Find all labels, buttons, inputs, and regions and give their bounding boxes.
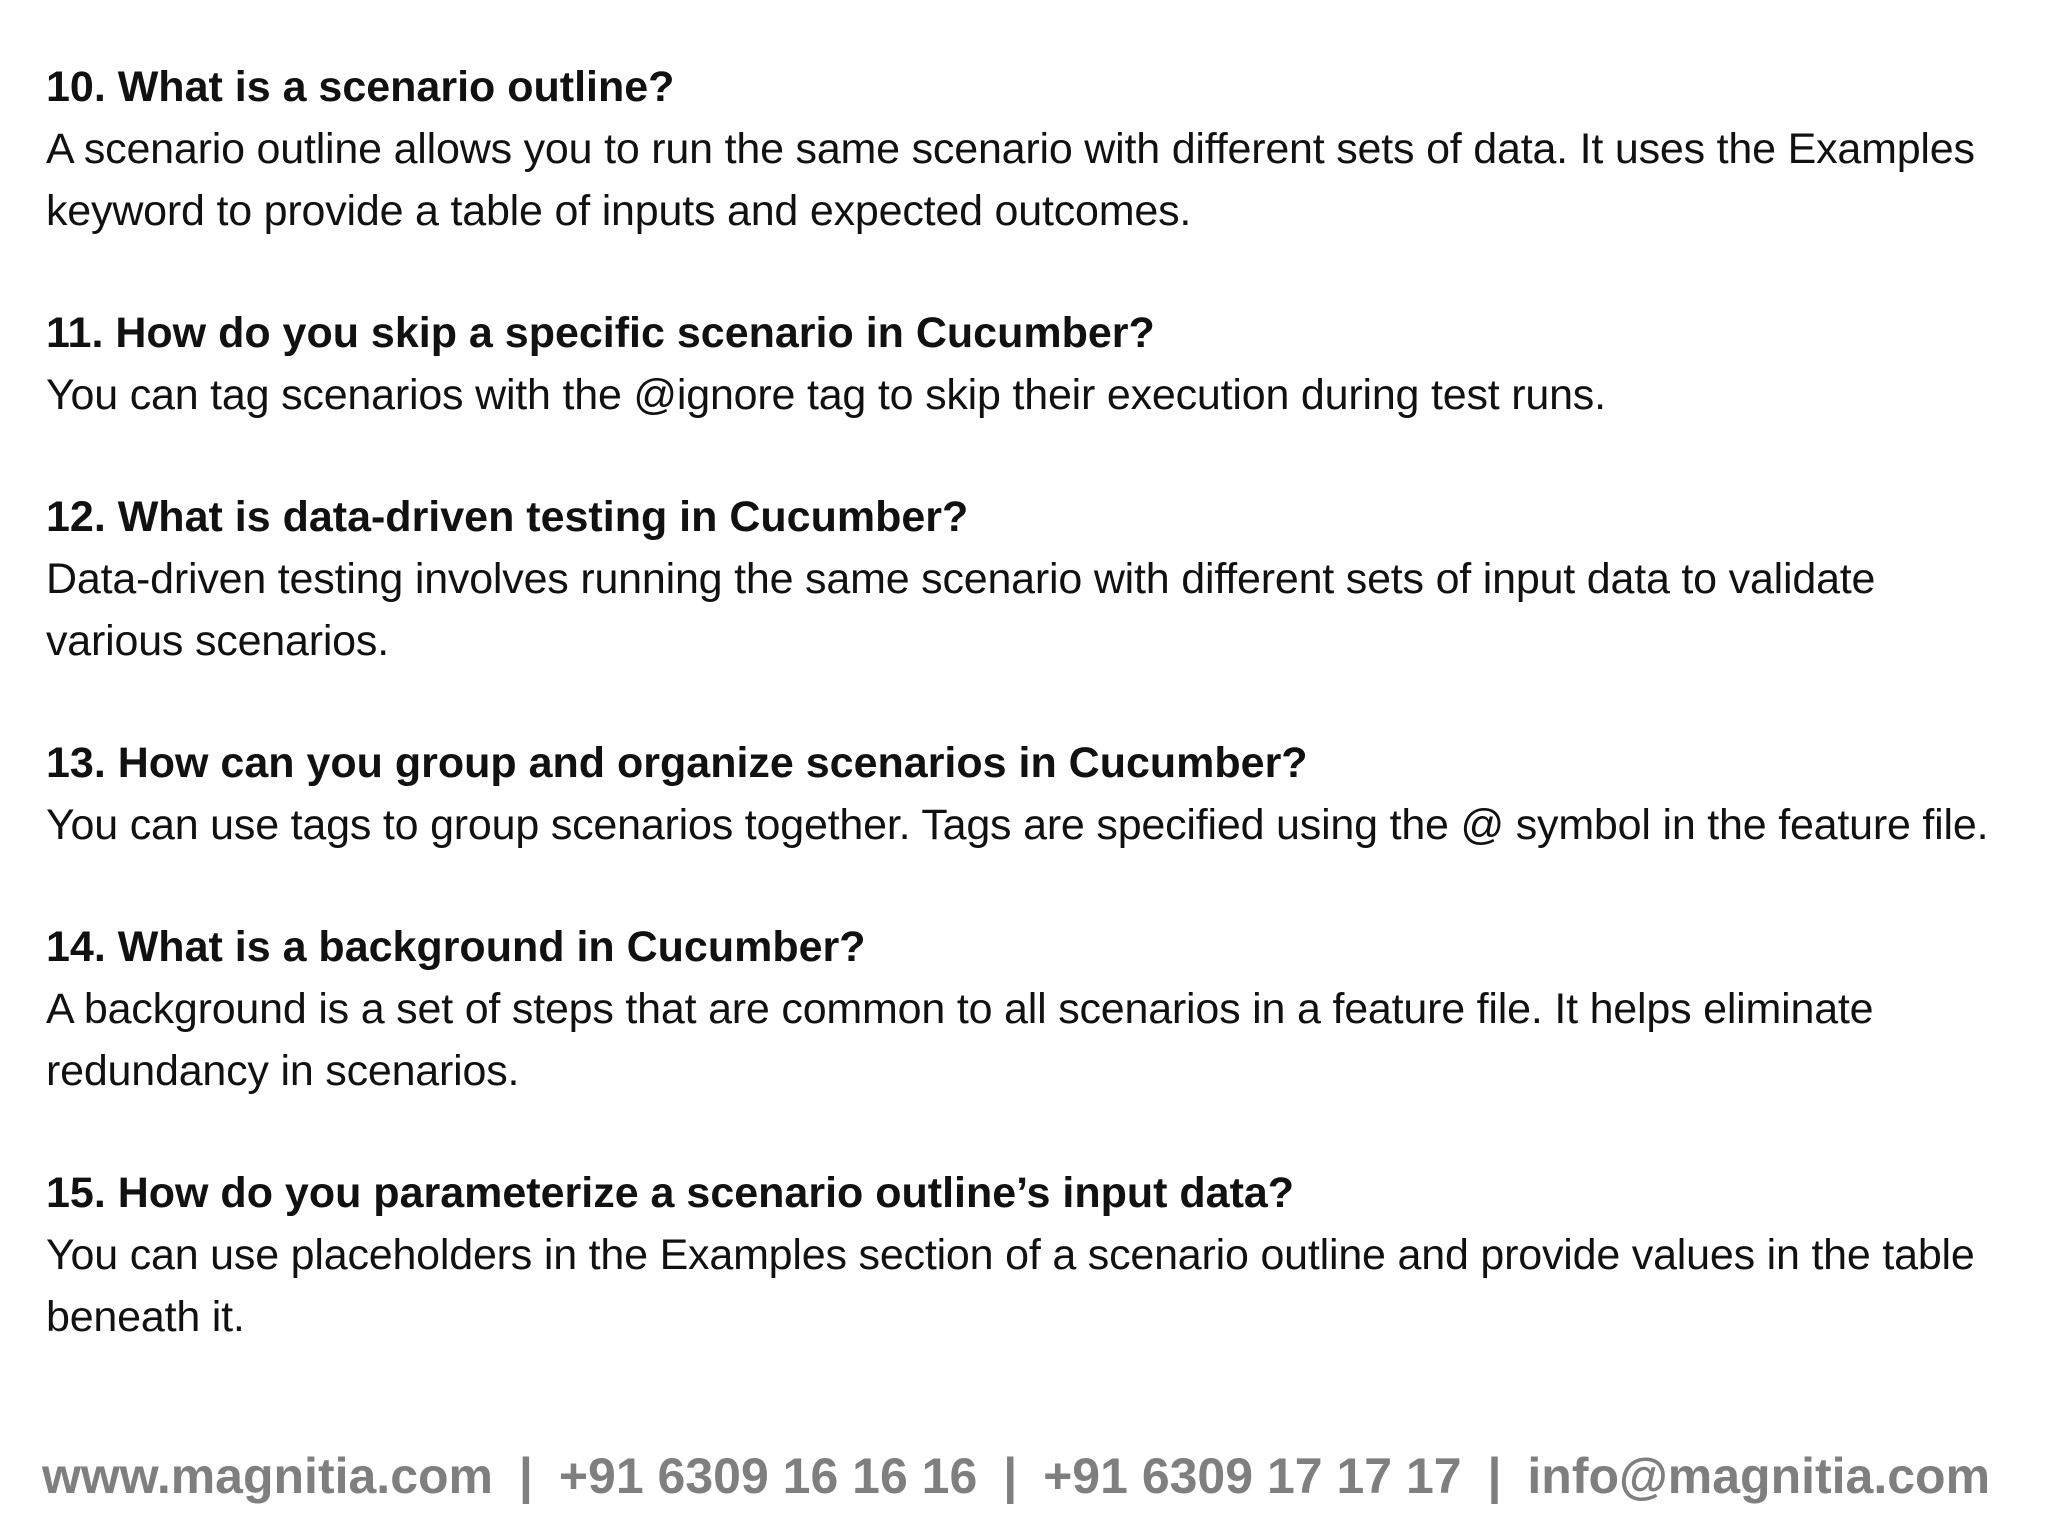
question-title: 11. How do you skip a specific scenario in Cucumber? — [46, 309, 1155, 357]
qa-content — [46, 56, 2006, 1408]
answer-text: You can tag scenarios with the @ignore tag to skip their execution during test runs. — [46, 371, 1606, 419]
answer-text: You can use placeholders in the Examples section of a scenario outline and provide values in the table beneath it. — [46, 1231, 1975, 1341]
answer-text: Data-driven testing involves running the same scenario with different sets of input data to validate various scenarios. — [46, 555, 1876, 665]
qa-item-10 — [46, 56, 2006, 242]
question-title: 15. How do you parameterize a scenario outline’s input data? — [46, 1169, 1295, 1217]
question-title: 12. What is data-driven testing in Cucumber? — [46, 493, 969, 541]
question-title: 13. How can you group and organize scenarios in Cucumber? — [46, 739, 1308, 787]
footer-separator: | — [518, 1448, 533, 1504]
footer-separator: | — [1003, 1448, 1018, 1504]
qa-item-13 — [46, 732, 2006, 856]
question-title: 14. What is a background in Cucumber? — [46, 923, 866, 971]
footer-email: info@magnitia.com — [1527, 1448, 1991, 1504]
answer-text: You can use tags to group scenarios together. Tags are specified using the @ symbol in the feature file. — [46, 801, 1989, 849]
footer-phone-1: +91 6309 16 16 16 — [558, 1448, 978, 1504]
qa-item-15 — [46, 1162, 2006, 1348]
answer-text: A background is a set of steps that are common to all scenarios in a feature file. It helps eliminate redundancy in scenarios. — [46, 985, 1874, 1095]
contact-footer — [42, 1443, 2022, 1509]
footer-website: www.magnitia.com — [42, 1448, 494, 1504]
qa-item-14 — [46, 916, 2006, 1102]
answer-text: A scenario outline allows you to run the same scenario with different sets of data. It uses the Examples keyword to provide a table of inputs and expected outcomes. — [46, 125, 1975, 235]
footer-separator: | — [1487, 1448, 1502, 1504]
footer-phone-2: +91 6309 17 17 17 — [1043, 1448, 1462, 1504]
question-title: 10. What is a scenario outline? — [46, 63, 675, 111]
qa-item-11 — [46, 302, 2006, 426]
qa-item-12 — [46, 486, 2006, 672]
